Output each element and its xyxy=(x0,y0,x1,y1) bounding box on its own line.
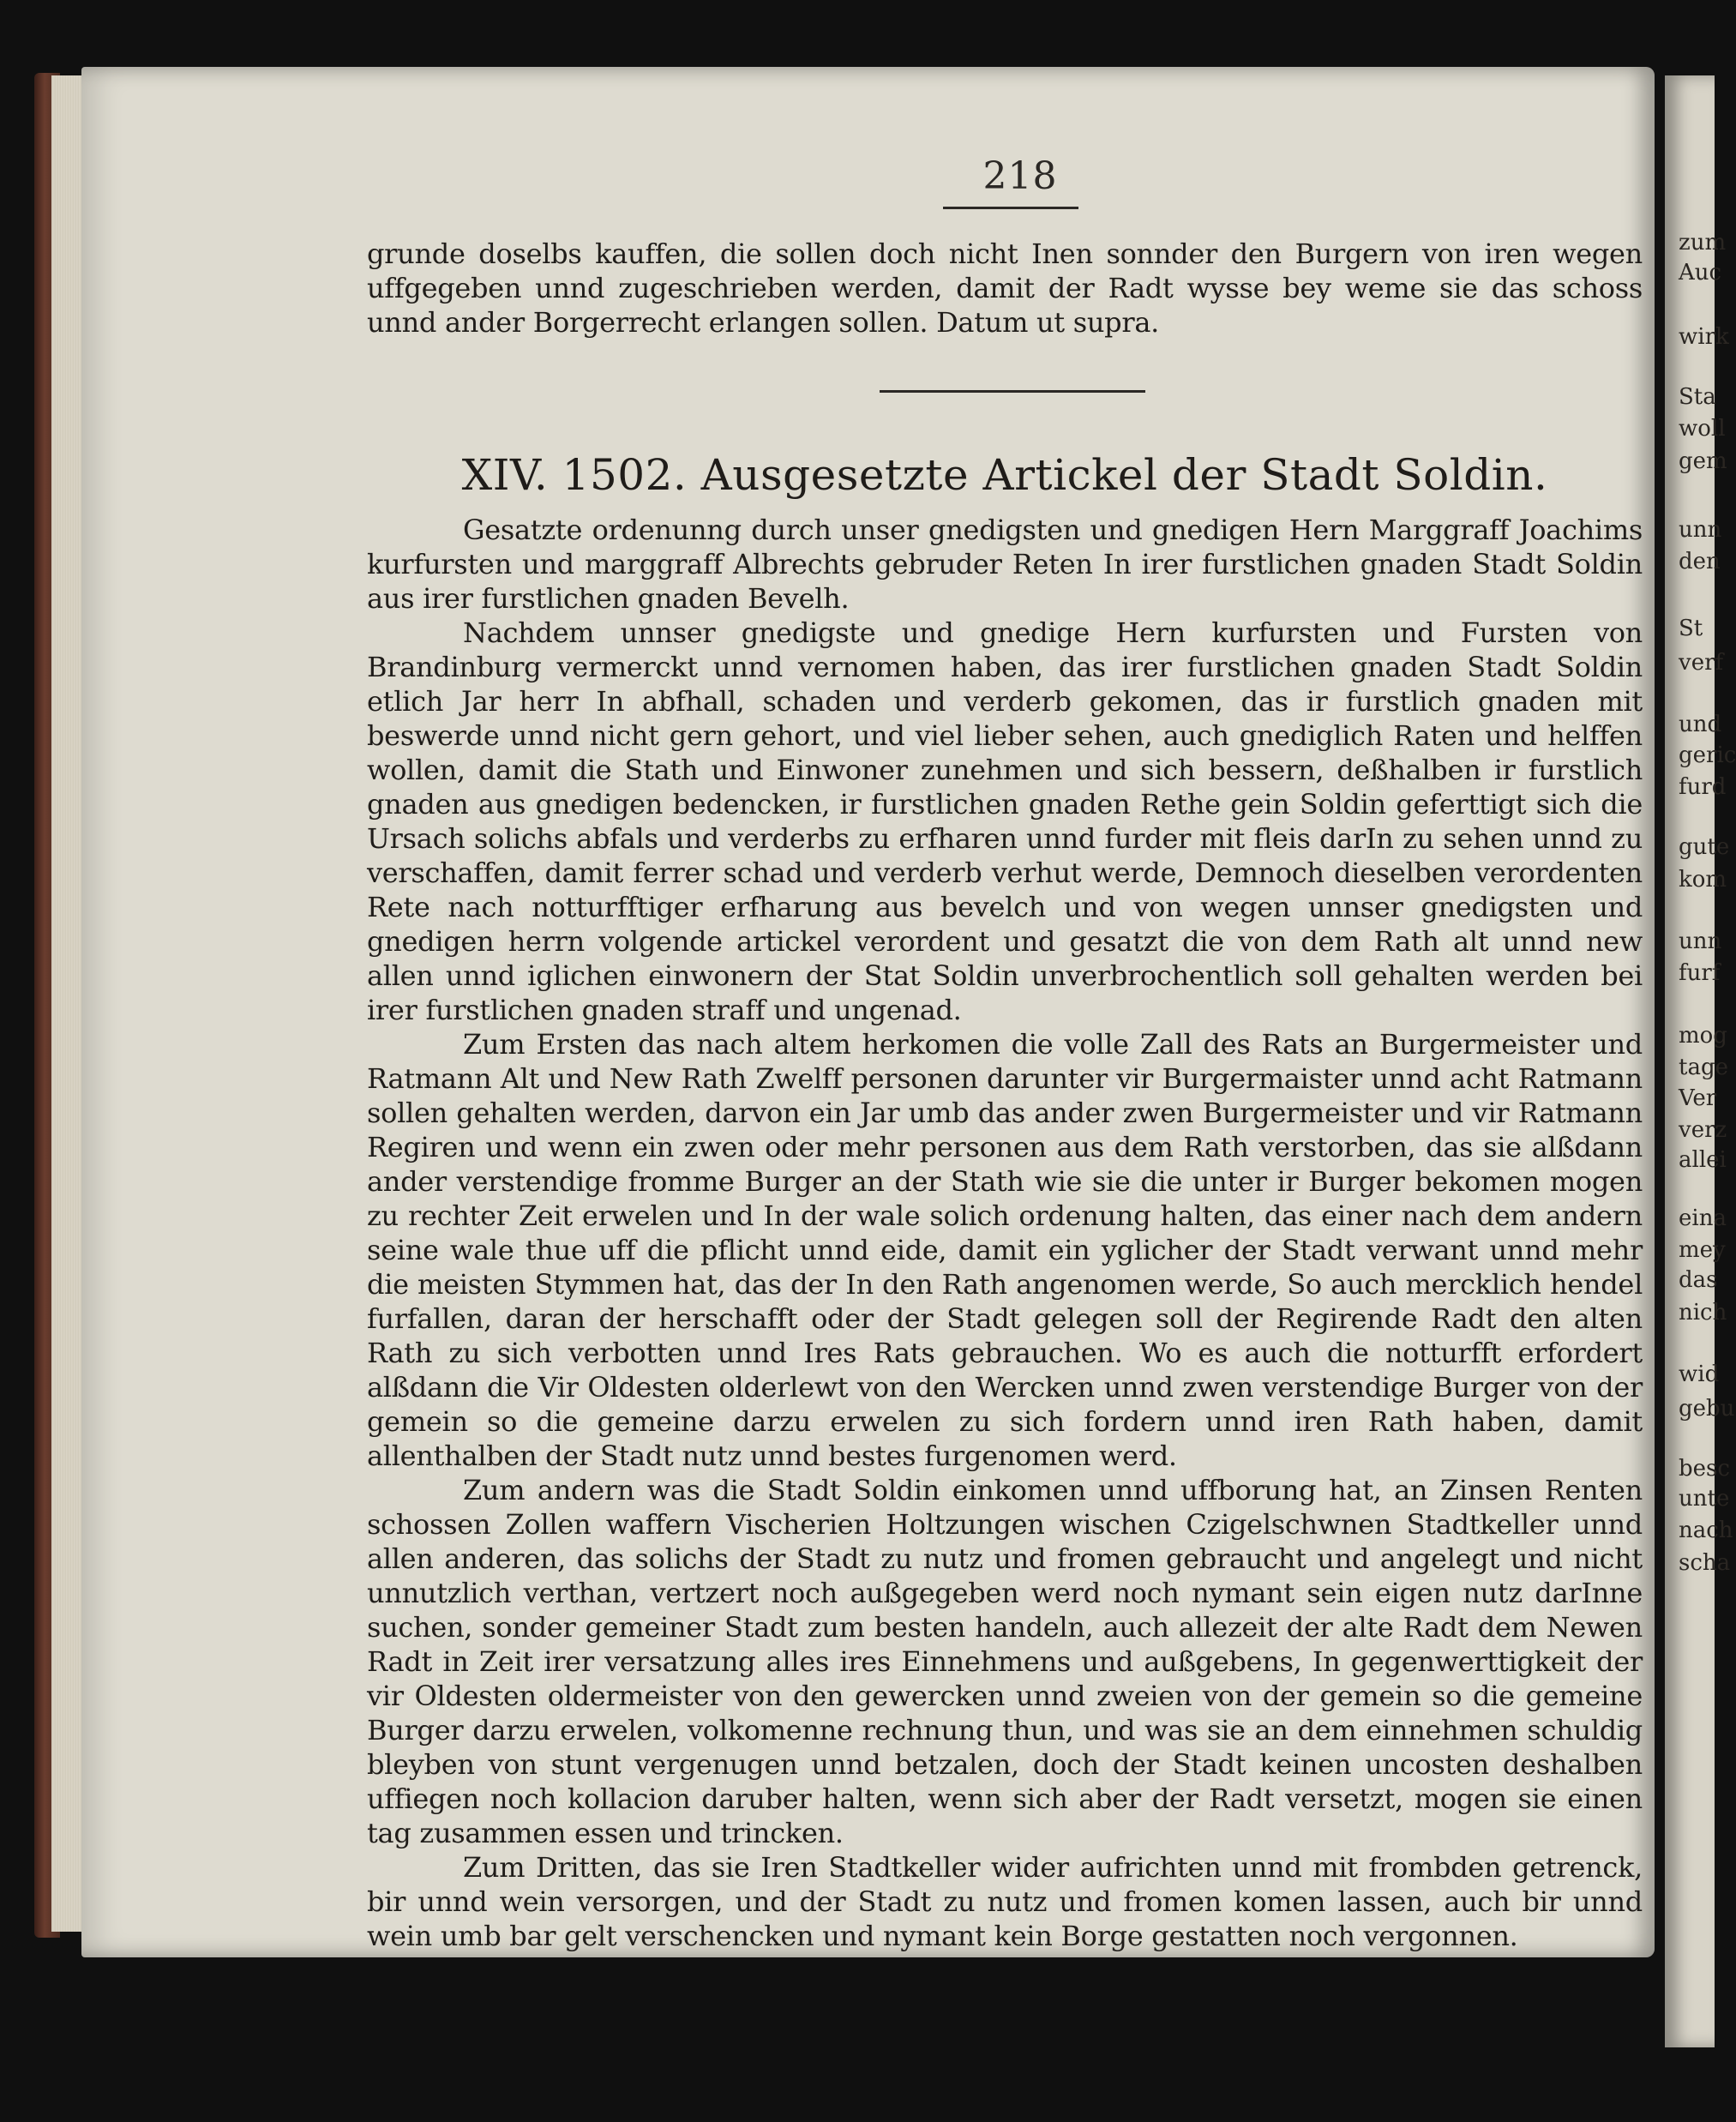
facing-page-fragment: furd xyxy=(1679,774,1727,800)
facing-page-fragment: wid xyxy=(1679,1362,1720,1387)
facing-page-fragment: nach xyxy=(1679,1518,1733,1543)
facing-page-fragment: gute xyxy=(1679,834,1730,860)
body-paragraph-5: Zum Dritten, das sie Iren Stadtkeller wider aufrichten unnd mit frombden getrenck, bir unnd wein versorgen, und der Stadt zu nutz und fromen komen lassen, auch bir unnd wein umb bar gelt verschencken und nymant kein Borge gestatten noch vergonnen. xyxy=(367,1851,1643,1952)
facing-page-fragment: furf xyxy=(1679,960,1721,986)
page-edges xyxy=(51,75,84,1932)
facing-page-fragment: mog xyxy=(1679,1023,1727,1049)
facing-page-fragment: den xyxy=(1679,549,1721,574)
facing-page-fragment: gebu xyxy=(1679,1396,1735,1422)
facing-page-fragment: nich xyxy=(1679,1300,1727,1325)
facing-page-fragment: allei xyxy=(1679,1147,1727,1173)
facing-page-fragment: woll xyxy=(1679,416,1726,442)
facing-page-fragment: kom xyxy=(1679,867,1727,893)
facing-page-fragment: St xyxy=(1679,616,1703,641)
facing-page-fragment: unte xyxy=(1679,1486,1730,1512)
facing-page-fragment: Auc xyxy=(1679,260,1722,286)
facing-page-fragment: unn xyxy=(1679,517,1722,543)
facing-page-fragment: Sta xyxy=(1679,384,1716,410)
facing-page-fragment: und xyxy=(1679,712,1722,737)
section-body xyxy=(367,513,1643,1953)
facing-page-fragment: besc xyxy=(1679,1456,1730,1482)
facing-page-fragment: das xyxy=(1679,1267,1718,1293)
body-paragraph-1: Gesatzte ordenunng durch unser gnedigsten und gnedigen Hern Marggraff Joachims kurfursten und marggraff Albrechts gebruder Reten In irer furstlichen gnaden Stadt Soldin aus irer furstlichen gnaden Bevelh. xyxy=(367,514,1643,615)
facing-page-fragment: wirk xyxy=(1679,324,1729,350)
intro-paragraph: grunde doselbs kauffen, die sollen doch nicht Inen sonnder den Burgern von iren wegen uffgegeben unnd zugeschrieben werden, damit der Radt wysse bey weme sie das schoss unnd ander Borgerrecht erlangen sollen. Datum ut supra. xyxy=(367,237,1643,339)
section-title: XIV. 1502. Ausgesetzte Artickel der Stadt Soldin. xyxy=(461,450,1548,500)
facing-page-fragment: zum xyxy=(1679,230,1727,255)
body-paragraph-3: Zum Ersten das nach altem herkomen die volle Zall des Rats an Burgermeister und Ratmann Alt und New Rath Zwelff personen darunter vir Burgermaister unnd acht Ratmann sollen gehalten werden, darvon ein Jar umb das ander zwen Burgermeister und vir Ratmann Regiren und wenn ein zwen oder mehr personen aus dem Rath verstorben, das sie alßdann ander verstendige fromme Burger an der Stath wie sie die unter ir Burger bekomen mogen zu rechter Zeit erwelen und In der wale solich ordenung halten, das einer nach dem andern seine wale thue uff die pflicht unnd eide, damit ein yglicher der Stadt verwant unnd mehr die meisten Stymmen hat, das der In den Rath angenomen werde, So auch mercklich hendel furfallen, daran der herschafft oder der Stadt gelegen soll der Regirende Radt den alten Rath zu sich verbotten unnd Ires Rats gebrauchen. Wo es auch die notturfft erfordert alßdann die Vir Oldesten olderlewt von den Wercken unnd zwen verstendige Burger von der gemein so die gemeine darzu erwelen zu sich fordern unnd iren Rath haben, damit allenthalben der Stadt nutz unnd bestes furgenomen werd. xyxy=(367,1028,1643,1472)
body-paragraph-2: Nachdem unnser gnedigste und gnedige Hern kurfursten und Fursten von Brandinburg vermerckt unnd vernomen haben, das irer furstlichen gnaden Stadt Soldin etlich Jar herr In abfhall, schaden und verderb gekomen, das ir furstlich gnaden mit beswerde unnd nicht gern gehort, und viel lieber sehen, auch gnediglich Raten und helffen wollen, damit die Stath und Einwoner zunehmen und sich bessern, deßhalben ir furstlich gnaden aus gnedigen bedencken, ir furstlichen gnaden Rethe gein Soldin geferttigt sich die Ursach solichs abfals und verderbs zu erfharen unnd furder mit fleis darIn zu sehen unnd zu verschaffen, damit ferrer schad und verderb verhut werde, Demnoch dieselben verordenten Rete nach notturfftiger erfharung aus bevelch und von wegen unnser gnedigsten und gnedigen herrn volgende artickel verordent und gesatzt die von dem Rath alt unnd new allen unnd iglichen einwonern der Stat Soldin unverbrochentlich soll gehalten werden bei irer furstlichen gnaden straff und ungenad. xyxy=(367,616,1643,1026)
section-divider xyxy=(880,390,1145,393)
facing-page-fragment: mey xyxy=(1679,1237,1726,1263)
facing-page-fragment: scha xyxy=(1679,1550,1731,1576)
facing-page-fragment: unn xyxy=(1679,929,1722,954)
facing-page xyxy=(1665,75,1736,2047)
page-number-rule xyxy=(943,207,1078,209)
facing-page-fragment: verf xyxy=(1679,650,1724,676)
facing-page-fragment: verz xyxy=(1679,1117,1727,1143)
facing-page-fragment: geric xyxy=(1679,742,1736,768)
body-paragraph-4: Zum andern was die Stadt Soldin einkomen unnd uffborung hat, an Zinsen Renten schossen Zollen waffern Vischerien Holtzungen wischen Czigelschwnen Stadtkeller unnd allen anderen, das solichs der Stadt zu nutz und fromen gebraucht und angelegt und nicht unnutzlich verthan, vertzert noch außgegeben werd noch nymant sein eigen nutz darInne suchen, sonder gemeiner Stadt zum besten handeln, auch allezeit der alte Radt dem Newen Radt in Zeit irer versatzung alles ires Einnehmens und außgebens, In gegenwerttigkeit der vir Oldesten oldermeister von den gewercken unnd zweien von der gemein so die gemeine Burger darzu erwelen, volkomenne rechnung thun, und was sie an dem einnehmen schuldig bleyben von stunt vergenugen unnd betzalen, doch der Stadt keinen uncosten deshalben uffiegen noch kollacion daruber halten, wenn sich aber der Radt versetzt, mogen sie einen tag zusammen essen und trincken. xyxy=(367,1474,1643,1849)
facing-page-fragment: tage xyxy=(1679,1055,1728,1080)
facing-page-fragment: eina xyxy=(1679,1205,1727,1231)
facing-page-fragment: gem xyxy=(1679,448,1727,474)
page-number: 218 xyxy=(982,154,1058,198)
facing-page-fragment: Ver xyxy=(1679,1085,1717,1111)
